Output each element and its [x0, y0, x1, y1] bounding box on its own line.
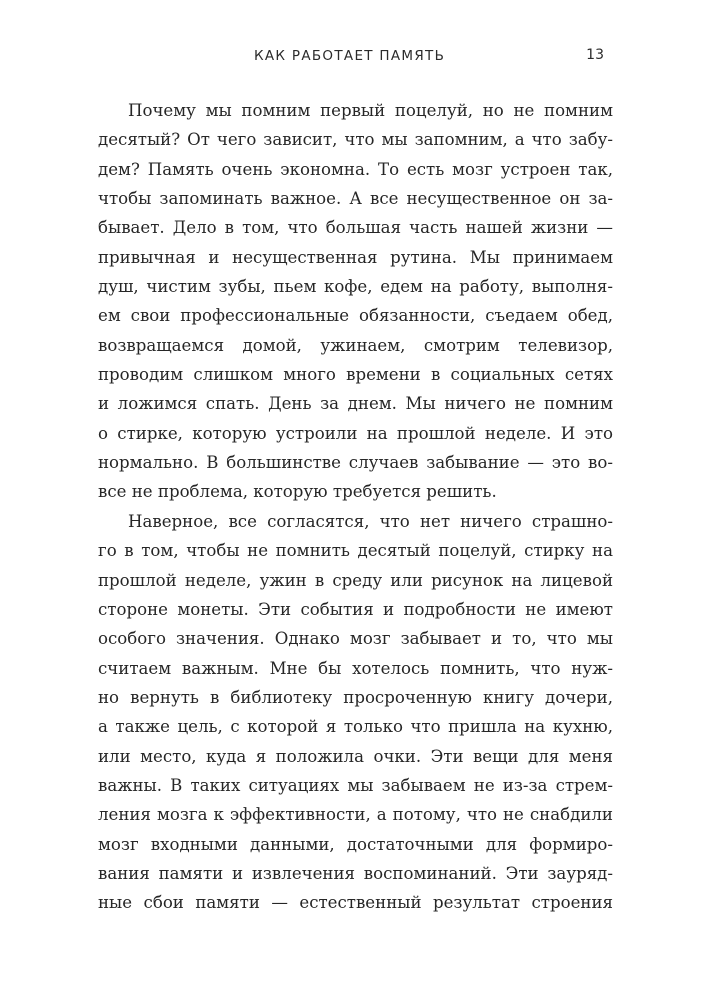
body-text — [98, 96, 613, 918]
text-line: мозг входными данными, достаточными для формиро- — [98, 834, 613, 854]
text-line: привычная и несущественная рутина. Мы принимаем — [98, 247, 613, 267]
text-line: считаем важным. Мне бы хотелось помнить, что нуж- — [98, 658, 613, 678]
page-number: 13 — [586, 47, 604, 63]
text-line: особого значения. Однако мозг забывает и то, что мы — [98, 629, 613, 649]
running-title: КАК РАБОТАЕТ ПАМЯТЬ — [254, 48, 446, 64]
paragraph-2 — [98, 507, 613, 918]
text-line: и ложимся спать. День за днем. Мы ничего не помним — [98, 394, 613, 414]
text-line: душ, чистим зубы, пьем кофе, едем на работу, выполня- — [98, 277, 613, 297]
text-line: прошлой неделе, ужин в среду или рисунок на лицевой — [98, 570, 613, 590]
text-line: или место, куда я положила очки. Эти вещи для меня — [98, 746, 613, 766]
text-line: бывает. Дело в том, что большая часть нашей жизни — — [98, 218, 613, 238]
text-line: Почему мы помним первый поцелуй, но не помним — [128, 101, 613, 120]
text-line: чтобы запоминать важное. А все несущественное он за- — [98, 189, 613, 209]
text-line: ления мозга к эффективности, а потому, что не снабдили — [98, 805, 613, 825]
text-line: ные сбои памяти — естественный результат строения — [98, 893, 613, 913]
text-line: все не проблема, которую требуется решить. — [98, 482, 497, 502]
paragraph-1 — [98, 96, 613, 507]
text-line: десятый? От чего зависит, что мы запомним, а что забу- — [98, 130, 613, 150]
text-line: вания памяти и извлечения воспоминаний. Эти зауряд- — [98, 863, 613, 883]
text-line: ем свои профессиональные обязанности, съедаем обед, — [98, 306, 613, 326]
page-header — [0, 44, 711, 74]
text-line: стороне монеты. Эти события и подробности не имеют — [98, 599, 613, 619]
text-line: проводим слишком много времени в социальных сетях — [98, 365, 613, 385]
text-line: нормально. В большинстве случаев забывание — это во- — [98, 453, 613, 473]
text-line: возвращаемся домой, ужинаем, смотрим телевизор, — [98, 335, 613, 355]
text-line: а также цель, с которой я только что пришла на кухню, — [98, 717, 613, 737]
text-line: го в том, чтобы не помнить десятый поцелуй, стирку на — [98, 541, 613, 561]
text-line: Наверное, все согласятся, что нет ничего страшно- — [128, 511, 613, 531]
text-line: дем? Память очень экономна. То есть мозг устроен так, — [98, 159, 613, 179]
text-line: но вернуть в библиотеку просроченную книгу дочери, — [98, 687, 613, 707]
text-line: важны. В таких ситуациях мы забываем не из-за стрем- — [98, 775, 613, 795]
text-line: о стирке, которую устроили на прошлой неделе. И это — [98, 423, 613, 443]
